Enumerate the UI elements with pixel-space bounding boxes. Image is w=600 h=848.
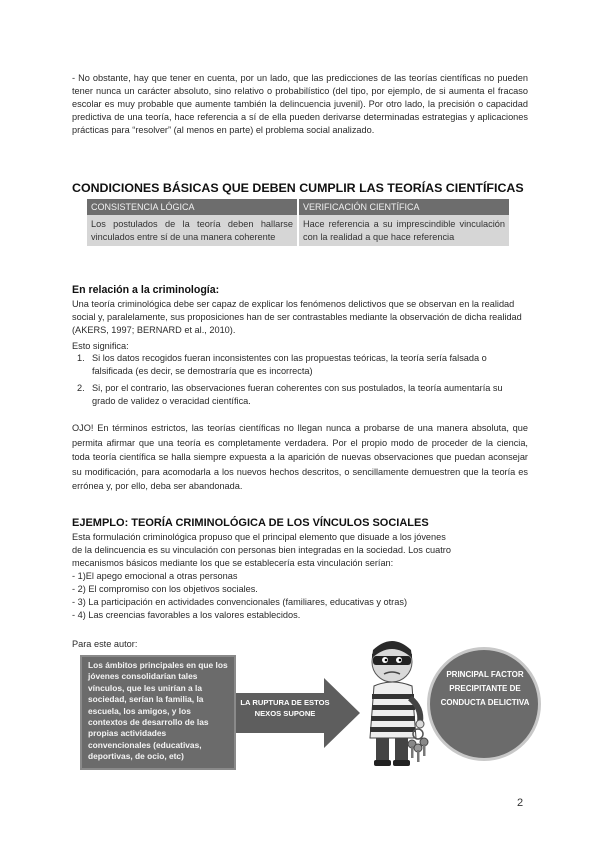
list-item-text: Si, por el contrario, las observaciones fueran coherentes con sus postulados, la teoría aumentaría su grado de validez o veracidad científica.	[92, 383, 503, 406]
example-line: de la delincuencia es su vinculación con personas bien integradas en la sociedad. Los cuatro	[72, 545, 451, 555]
example-text	[72, 531, 528, 622]
example-line: - 3) La participación en actividades convencionales (familiares, educativas y otras)	[72, 597, 407, 607]
example-line: - 2) El compromiso con los objetivos sociales.	[72, 584, 258, 594]
ambitos-box: Los ámbitos principales en que los jóvenes consolidarían tales vínculos, que les unirían a la sociedad, serían la familia, la escuela, los amigos, y los contextos de desarrollo de las propias actividades convencionales (educativas, deportivas, de ocio, etc)	[80, 655, 236, 770]
table-cell: Los postulados de la teoría deben hallarse vinculados entre sí de una manera coherente	[87, 215, 298, 246]
arrow-label: LA RUPTURA DE ESTOS NEXOS SUPONE	[240, 698, 330, 718]
factor-circle-label: PRINCIPAL FACTOR PRECIPITANTE DE CONDUCTA DELICTIVA	[440, 670, 530, 707]
list-item	[72, 382, 528, 408]
example-line: - 4) Las creencias favorables a los valores establecidos.	[72, 610, 301, 620]
conditions-table	[87, 199, 509, 246]
example-heading: EJEMPLO: TEORÍA CRIMINOLÓGICA DE LOS VÍNCULOS SOCIALES	[72, 517, 429, 529]
list-item-number: 1.	[77, 353, 85, 363]
example-line: mecanismos básicos mediante los que se establecería esta vinculación serían:	[72, 558, 394, 568]
intro-paragraph: - No obstante, hay que tener en cuenta, por un lado, que las predicciones de las teorías científicas no pueden tener nunca un carácter absoluto, sino relativo o probabilístico (del tipo, por ejemplo, de si aumenta el fracaso escolar es muy probable que aumente también la delincuencia juvenil). Por otro lado, la precisión o capacidad predictiva de una teoría, hace referencia a sí de ella pueden derivarse determinadas estrategias y aplicaciones prácticas para “resolver” (al menos en parte) el problema social analizado.	[72, 73, 528, 135]
ojo-paragraph: OJO! En términos estrictos, las teorías científicas no llegan nunca a probarse de una manera absoluta, que permita afirmar que una teoría es completamente verdadera. Por el propio modo de proceder de la ciencia, toda teoría científica se halla siempre expuesta a la aparición de nuevas observaciones que puedan aconsejar su modificación, para acomodarla a los nuevos hechos descritos, o sencillamente demuestren que la teoría es errónea y, por ello, deba ser abandonada.	[72, 423, 528, 491]
list-item-number: 2.	[77, 383, 85, 393]
para-este-autor: Para este autor:	[72, 639, 138, 649]
list-item-text: Si los datos recogidos fueran inconsistentes con las propuestas teóricas, la teoría sería falsada o falsificada (es decir, se demostraría que es incorrecta)	[92, 353, 487, 376]
table-row	[87, 215, 509, 246]
table-header-cell: VERIFICACIÓN CIENTÍFICA	[298, 199, 509, 215]
table-cell: Hace referencia a su imprescindible vinculación con la realidad a que hace referencia	[298, 215, 509, 246]
page-number: 2	[517, 797, 524, 809]
example-line: - 1)El apego emocional a otras personas	[72, 571, 238, 581]
example-line: Esta formulación criminológica propuso que el principal elemento que disuade a los jóvenes	[72, 532, 446, 542]
esto-significa-label: Esto significa:	[72, 341, 129, 351]
criminology-list	[72, 352, 528, 412]
criminology-paragraph: Una teoría criminológica debe ser capaz de explicar los fenómenos delictivos que se observan en la realidad social y, paralelamente, sus proposiciones han de ser contrastables mediante la observación de dicha realidad (AKERS, 1997; BERNARD et al., 2010).	[72, 299, 522, 335]
table-header-cell: CONSISTENCIA LÓGICA	[87, 199, 298, 215]
table-header-row	[87, 199, 509, 215]
thief-with-keys-icon	[362, 638, 434, 768]
list-item	[72, 352, 528, 378]
conditions-heading: CONDICIONES BÁSICAS QUE DEBEN CUMPLIR LAS TEORÍAS CIENTÍFICAS	[72, 181, 524, 195]
criminology-heading: En relación a la criminología:	[72, 284, 220, 296]
